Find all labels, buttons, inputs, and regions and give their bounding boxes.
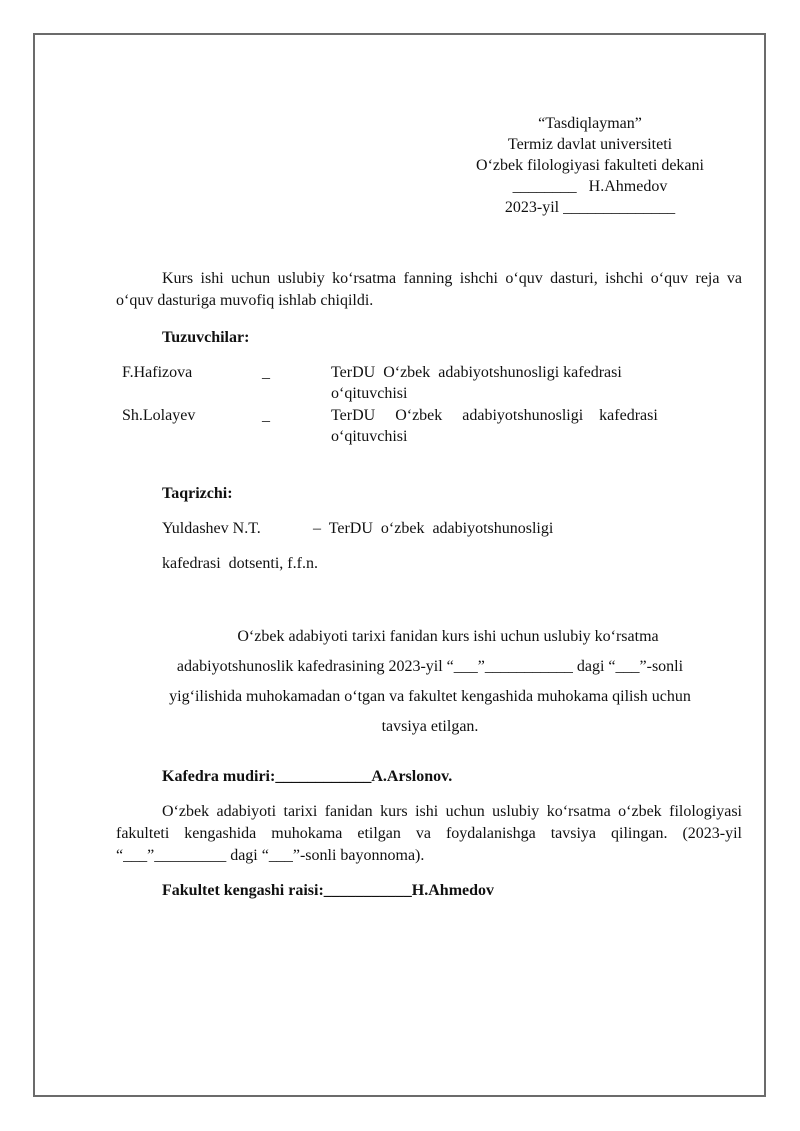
council-chair-label: Fakultet kengashi raisi:: [162, 882, 324, 899]
author-dash-2: _: [262, 407, 270, 424]
department-head-blank: ____________: [275, 768, 372, 785]
author-desc-2: TerDU O‘zbek adabiyotshunosligi kafedrasi: [331, 407, 658, 424]
department-head-line: [162, 767, 452, 787]
discussion-line-1: O‘zbek adabiyoti tarixi fanidan kurs ishi uchun uslubiy ko‘rsatma: [237, 628, 659, 645]
discussion-line-2: adabiyotshunoslik kafedrasining 2023-yil “___”___________ dagi “___”-sonli: [176, 658, 684, 675]
author-name-2: Sh.Lolayev: [122, 407, 196, 424]
authors-heading: Tuzuvchilar:: [162, 329, 250, 346]
council-chair-blank: ___________: [323, 882, 412, 899]
discussion-line-3: yig‘ilishida muhokamadan o‘tgan va fakultet kengashida muhokama qilish uchun: [169, 688, 691, 705]
reviewer-position: kafedrasi dotsenti, f.f.n.: [162, 555, 318, 572]
approval-signature: ________ H.Ahmedov: [512, 178, 668, 195]
reviewer-affiliation: – TerDU o‘zbek adabiyotshunosligi: [313, 520, 554, 537]
council-chair-line: [162, 881, 494, 901]
approval-title: “Tasdiqlayman”: [538, 115, 642, 132]
author-dash-1: _: [262, 364, 270, 381]
discussion-paragraph: [110, 622, 750, 742]
author-name-1: F.Hafizova: [122, 364, 193, 381]
intro-paragraph: Kurs ishi uchun uslubiy ko‘rsatma fanning ishchi o‘quv dasturi, ishchi o‘quv reja va o‘quv dasturiga muvofiq ishlab chiqildi.: [116, 270, 742, 309]
department-head-name: A.Arslonov.: [371, 768, 453, 785]
approval-dean-title: O‘zbek filologiyasi fakulteti dekani: [476, 157, 704, 174]
approval-block: [440, 113, 740, 218]
approval-date: 2023-yil ______________: [504, 199, 676, 216]
approval-university: Termiz davlat universiteti: [507, 136, 673, 153]
reviewer-heading: Taqrizchi:: [162, 485, 233, 502]
author-desc-1: TerDU O‘zbek adabiyotshunosligi kafedrasi: [331, 364, 622, 381]
discussion-line-4: tavsiya etilgan.: [381, 718, 479, 735]
council-paragraph: O‘zbek adabiyoti tarixi fanidan kurs ishi uchun uslubiy ko‘rsatma o‘zbek filologiyasi fakulteti kengashida muhokama etilgan va foydalanishga tavsiya qilingan. (2023-yil “___”_________ dagi “___”-sonli bayonnoma).: [116, 803, 742, 864]
author-desc-1b: o‘qituvchisi: [331, 385, 408, 402]
author-desc-2b: o‘qituvchisi: [331, 428, 408, 445]
reviewer-name: Yuldashev N.T.: [162, 520, 261, 537]
council-chair-name: H.Ahmedov: [411, 882, 495, 899]
department-head-label: Kafedra mudiri:: [162, 768, 276, 785]
